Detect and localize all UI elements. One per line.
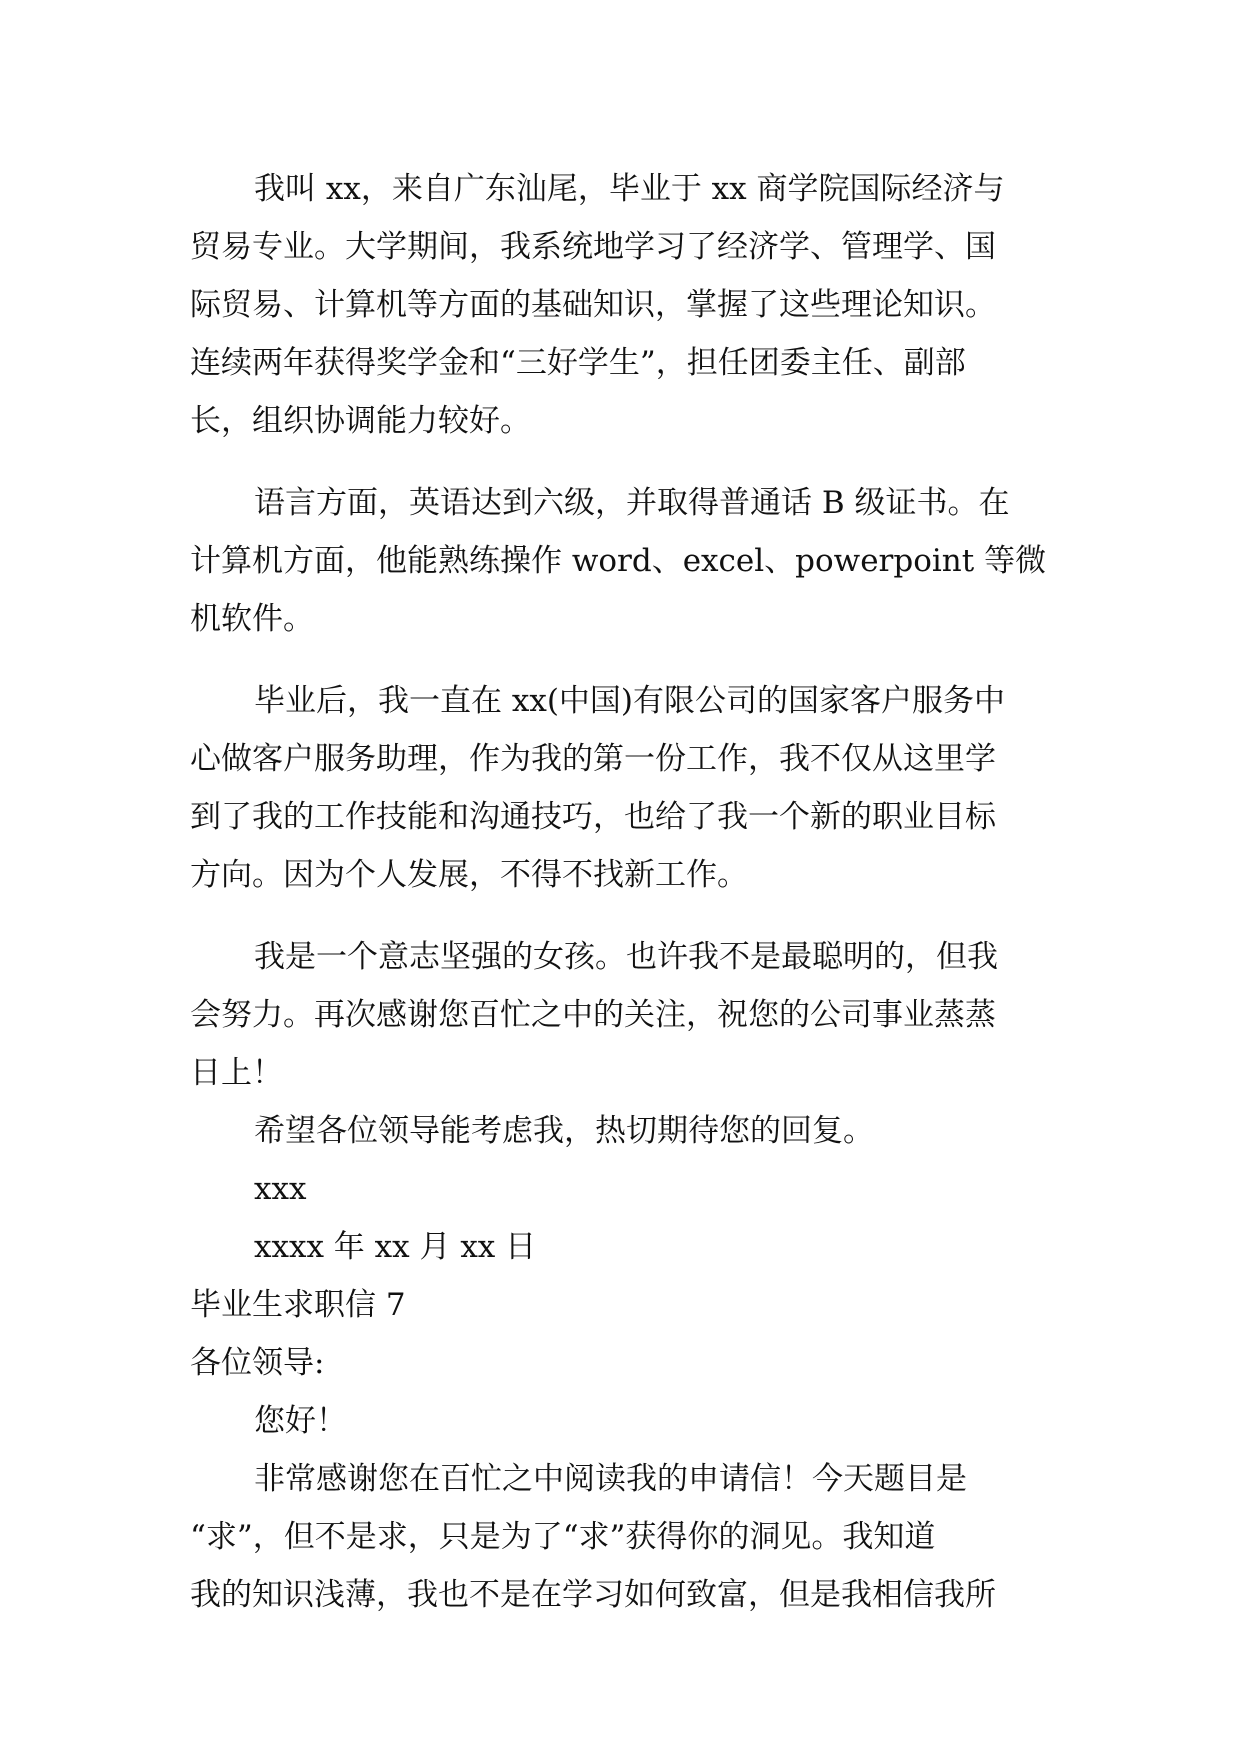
text-line: 语言方面，英语达到六级，并取得普通话 B 级证书。在: [254, 485, 1010, 521]
greeting: 您好！: [254, 1403, 347, 1439]
letter-title: 毕业生求职信 7: [190, 1287, 406, 1323]
text-line: 心做客户服务助理，作为我的第一份工作，我不仅从这里学: [190, 741, 996, 777]
signature: xxx: [254, 1171, 307, 1207]
paragraph-skills: [190, 474, 1070, 648]
text-line: 方向。因为个人发展，不得不找新工作。: [190, 857, 748, 893]
text-line: 毕业后，我一直在 xx(中国)有限公司的国家客户服务中: [254, 683, 1006, 719]
text-line: “求”，但不是求，只是为了“求”获得你的洞见。我知道: [190, 1519, 936, 1555]
text-line: 日上！: [190, 1055, 283, 1091]
text-line: 计算机方面，他能熟练操作 word、excel、powerpoint 等微: [190, 543, 1047, 579]
paragraph-education: [190, 160, 1070, 450]
document-page: [190, 160, 1070, 1624]
text-line: 到了我的工作技能和沟通技巧，也给了我一个新的职业目标: [190, 799, 996, 835]
text-line: 连续两年获得奖学金和“三好学生”，担任团委主任、副部: [190, 345, 966, 381]
paragraph-experience: [190, 672, 1070, 904]
salutation: 各位领导:: [190, 1345, 325, 1381]
text-line: 我是一个意志坚强的女孩。也许我不是最聪明的，但我: [254, 939, 998, 975]
paragraph-closing: [190, 928, 1070, 1102]
text-line: 非常感谢您在百忙之中阅读我的申请信！今天题目是: [254, 1461, 967, 1497]
date: xxxx 年 xx 月 xx 日: [254, 1229, 537, 1265]
paragraph-hope: 希望各位领导能考虑我，热切期待您的回复。: [254, 1113, 874, 1149]
text-line: 际贸易、计算机等方面的基础知识，掌握了这些理论知识。: [190, 287, 996, 323]
text-line: 机软件。: [190, 601, 314, 637]
text-line: 我叫 xx，来自广东汕尾，毕业于 xx 商学院国际经济与: [254, 171, 1005, 207]
text-line: 贸易专业。大学期间，我系统地学习了经济学、管理学、国: [190, 229, 996, 265]
text-line: 会努力。再次感谢您百忙之中的关注，祝您的公司事业蒸蒸: [190, 997, 996, 1033]
paragraph-intro: [190, 1450, 1070, 1624]
text-line: 长，组织协调能力较好。: [190, 403, 531, 439]
text-line: 我的知识浅薄，我也不是在学习如何致富，但是我相信我所: [190, 1577, 996, 1613]
